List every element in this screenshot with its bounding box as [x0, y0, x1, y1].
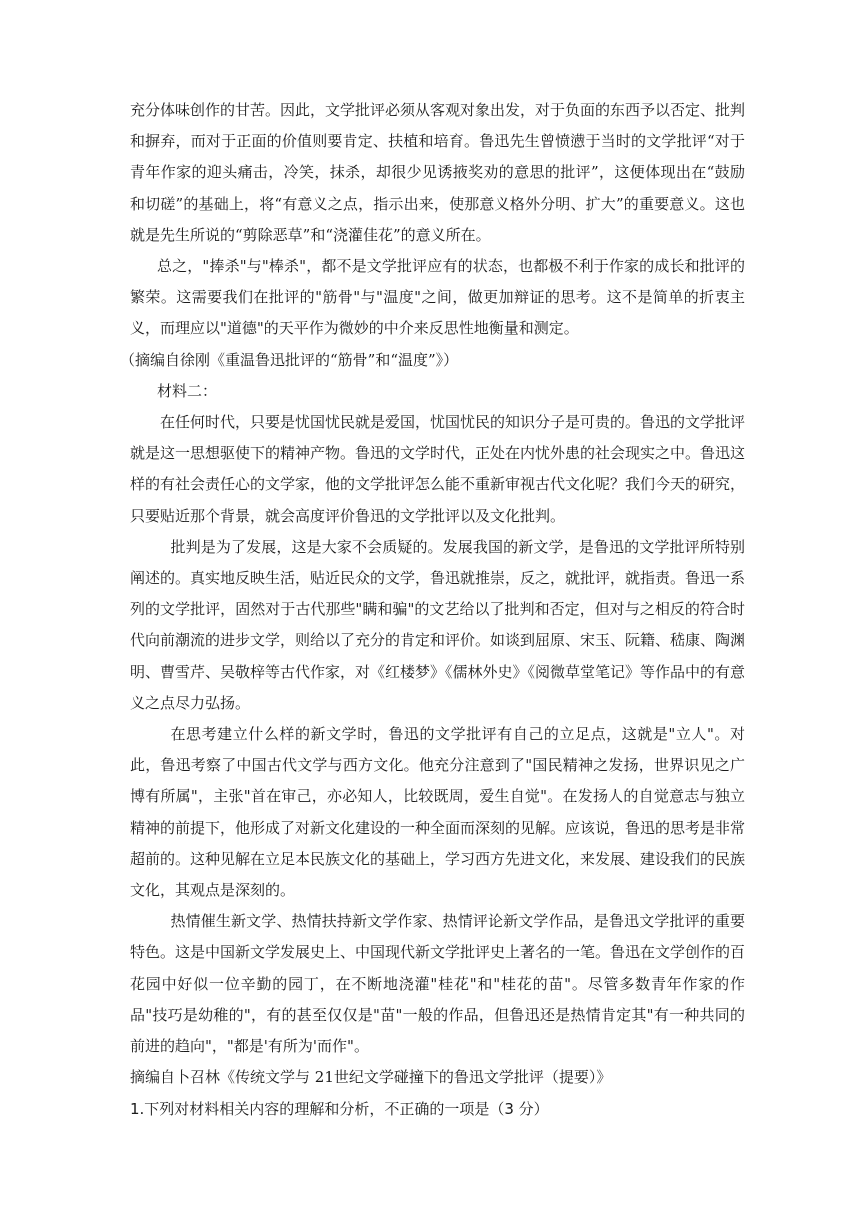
paragraph-liren: 在思考建立什么样的新文学时，鲁迅的文学批评有自己的立足点，这就是"立人"。对此，鲁迅考察了中国古代文学与西方文化。他充分注意到了"国民精神之发扬，世界识见之广博有所属"，主张"首在审己，亦必知人，比较既周，爱生自觉"。在发扬人的自觉意志与独立精神的前提下，他形成了对新文化建设的一种全面而深刻的见解。应该说，鲁迅的思考是非常超前的。这种见解在立足本民族文化的基础上，学习西方先进文化，来发展、建设我们的民族文化，其观点是深刻的。: [130, 725, 746, 900]
paragraph-enthusiasm: 热情催生新文学、热情扶持新文学作家、热情评论新文学作品，是鲁迅文学批评的重要特色。这是中国新文学发展史上、中国现代新文学批评史上著名的一笔。鲁迅在文学创作的百花园中好似一位辛勤的园丁，在不断地浇灌"桂花"和"桂花的苗"。尽管多数青年作家的作品"技巧是幼稚的"，有的甚至仅仅是"苗"一般的作品，但鲁迅还是热情肯定其"有一种共同的前进的趋向"，"都是'有所为'而作"。: [130, 912, 746, 1056]
material-heading: 材料二：: [157, 381, 218, 400]
question-1: 1.下列对材料相关内容的理解和分析，不正确的一项是（3 分）: [130, 1099, 549, 1118]
paragraph-criticism-principle: 充分体味创作的甘苦。因此，文学批评必须从客观对象出发，对于负面的东西予以否定、批判和摒弃，而对于正面的价值则要肯定、扶植和培育。鲁迅先生曾愤懑于当时的文学批评“对于青年作家的迎头痛击，冷笑，抹杀，却很少见诱掖奖劝的意思的批评”，这便体现出在“鼓励和切磋”的基础上，将“有意义之点，指示出来，使那意义格外分明、扩大”的重要意义。这也就是先生所说的“剪除恶草”和“浇灌佳花”的意义所在。: [130, 101, 746, 244]
source-citation-1: （摘编自徐刚《重温鲁迅批评的“筋骨”和“温度”》）: [120, 350, 459, 369]
document-page: [120, 95, 746, 1125]
paragraph-patriotism: 在任何时代，只要是忧国忧民就是爱国，忧国忧民的知识分子是可贵的。鲁迅的文学批评就是这一思想驱使下的精神产物。鲁迅的文学时代，正处在内忧外患的社会现实之中。鲁迅这样的有社会责任心的文学家，他的文学批评怎么能不重新审视古代文化呢？我们今天的研究，只要贴近那个背景，就会高度评价鲁迅的文学批评以及文化批判。: [130, 413, 746, 525]
source-citation-2: 摘编自卜召林《传统文学与 21世纪文学碰撞下的鲁迅文学批评（提要）》: [130, 1068, 612, 1087]
paragraph-conclusion: 总之，"捧杀"与"棒杀"，都不是文学批评应有的状态，也都极不利于作家的成长和批评的繁荣。这需要我们在批评的"筋骨"与"温度"之间，做更加辩证的思考。这不是简单的折衷主义，而理应以"道德"的天平作为微妙的中介来反思性地衡量和测定。: [130, 257, 745, 338]
paragraph-development: 批判是为了发展，这是大家不会质疑的。发展我国的新文学，是鲁迅的文学批评所特别阐述的。真实地反映生活，贴近民众的文学，鲁迅就推崇，反之，就批评，就指责。鲁迅一系列的文学批评，固然对于古代那些"瞒和骗"的文艺给以了批判和否定，但对与之相反的符合时代向前潮流的进步文学，则给以了充分的肯定和评价。如谈到屈原、宋玉、阮籍、嵇康、陶渊明、曹雪芹、吴敬梓等古代作家，对《红楼梦》《儒林外史》《阅微草堂笔记》等作品中的有意义之点尽力弘扬。: [130, 537, 746, 712]
